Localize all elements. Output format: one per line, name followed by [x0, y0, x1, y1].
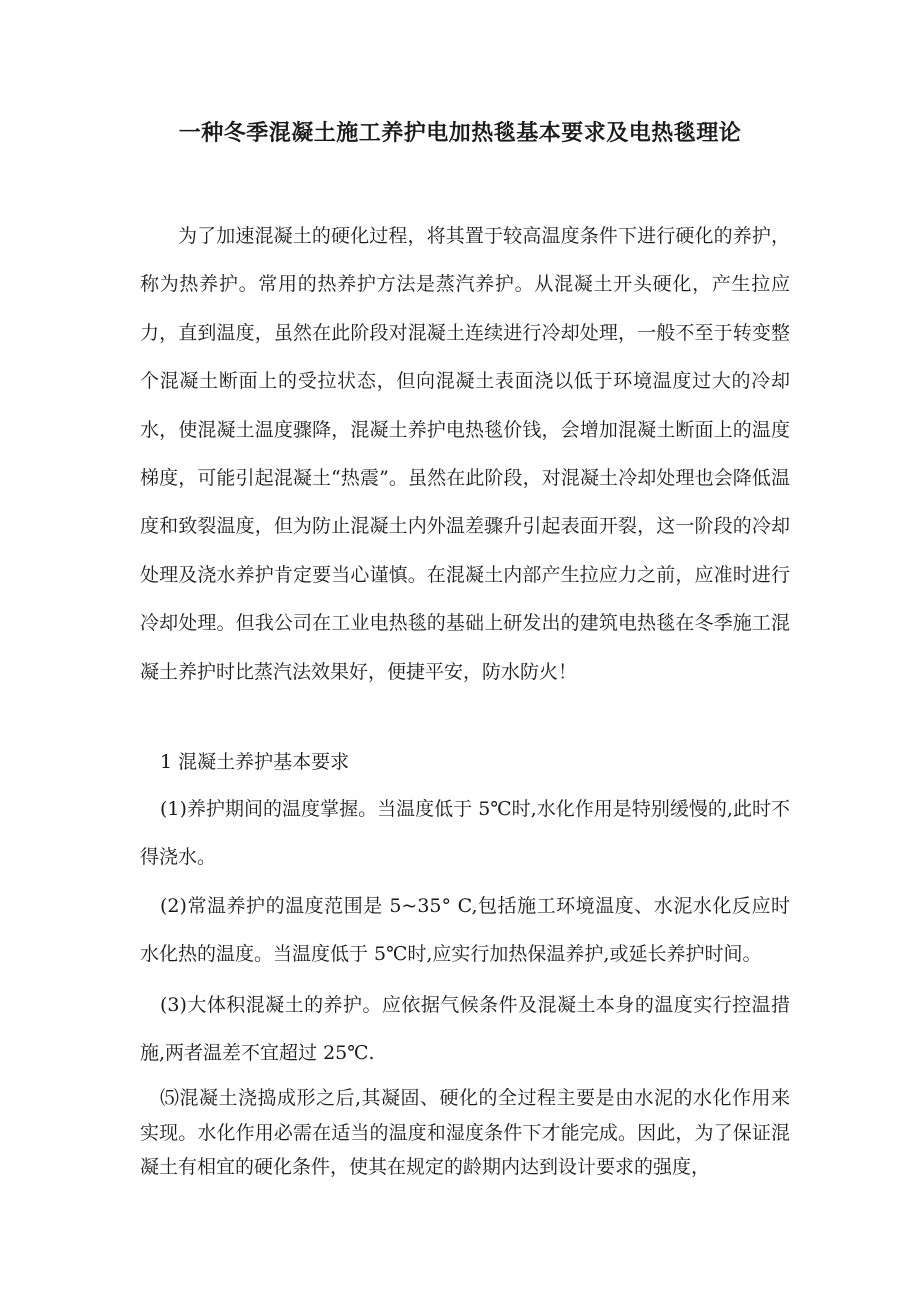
- intro-paragraph: 为了加速混凝土的硬化过程，将其置于较高温度条件下进行硬化的养护，称为热养护。常用的热养护方法是蒸汽养护。从混凝土开头硬化，产生拉应力，直到温度，虽然在此阶段对混凝土连续进行冷却处理，一般不至于转变整个混凝土断面上的受拉状态，但向混凝土表面浇以低于环境温度过大的冷却水，使混凝土温度骤降，混凝土养护电热毯价钱，会增加混凝土断面上的温度梯度，可能引起混凝土“热震”。虽然在此阶段，对混凝土冷却处理也会降低温度和致裂温度，但为防止混凝土内外温差骤升引起表面开裂，这一阶段的冷却处理及浇水养护肯定要当心谨慎。在混凝土内部产生拉应力之前，应准时进行冷却处理。但我公司在工业电热毯的基础上研发出的建筑电热毯在冬季施工混凝土养护时比蒸汽法效果好，便捷平安，防水防火！: [140, 225, 790, 683]
- requirement-item-3: (3)大体积混凝土的养护。应依据气候条件及混凝土本身的温度实行控温措施,两者温差不宜超过 25℃.: [140, 994, 790, 1064]
- document-title: 一种冬季混凝土施工养护电加热毯基本要求及电热毯理论: [178, 121, 742, 146]
- requirement-item-1: (1)养护期间的温度掌握。当温度低于 5℃时,水化作用是特别缓慢的,此时不得浇水。: [140, 798, 790, 868]
- section-heading: 1 混凝土养护基本要求: [160, 751, 350, 773]
- requirement-item-5: ⑸混凝土浇捣成形之后,其凝固、硬化的全过程主要是由水泥的水化作用来实现。水化作用必需在适当的温度和湿度条件下才能完成。因此，为了保证混凝土有相宜的硬化条件，使其在规定的龄期内达到设计要求的强度，: [140, 1087, 790, 1178]
- requirement-item-2: (2)常温养护的温度范围是 5~35° C,包括施工环境温度、水泥水化反应时水化热的温度。当温度低于 5℃时,应实行加热保温养护,或延长养护时间。: [140, 895, 790, 965]
